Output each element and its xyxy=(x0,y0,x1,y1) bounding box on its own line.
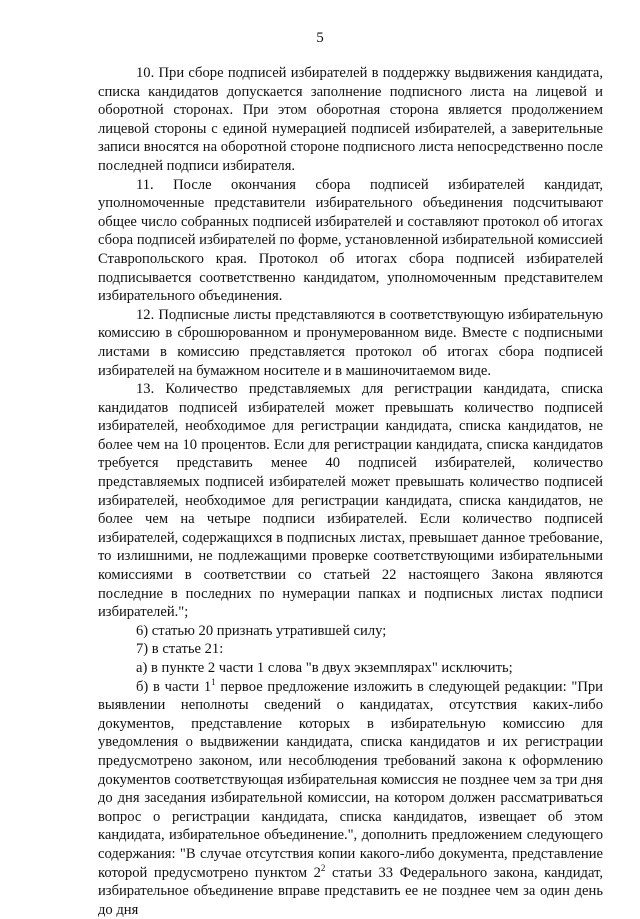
amendment-b xyxy=(98,678,603,919)
superscript-1: 1 xyxy=(211,676,216,687)
amendment-b-text-2: первое предложение изложить в следующей редакции: "При выявлении неполноты сведений о кандидатах, отсутствия каких-либо документов, представление которых в избирательную комиссию для уведомления о выдвижении кандидата, списка кандидатов и их регистрации предусмотрено законом, или несоблюдения требований закона к оформлению документов соответствующая избирательная комиссия не позднее чем за три дня до дня заседания избирательной комиссии, на котором должен рассматриваться вопрос о регистрации кандидата, списка кандидатов, извещает об этом кандидата, избирательное объединение.", дополнить предложением следующего содержания: "В случае отсутствия копии какого-либо документа, представление которой предусмотрено пунктом 2 xyxy=(98,678,603,881)
amendment-b-text-1: б) в части 1 xyxy=(136,678,212,695)
paragraph-item-11: 11. После окончания сбора подписей избирателей кандидат, уполномоченные представители избирательного объединения подсчитывают общее число собранных подписей избирателей и составляют протокол об итогах сбора подписей избирателей по форме, установленной избирательной комиссией Ставропольского края. Протокол об итогах сбора подписей избирателей подписывается соответственно кандидатом, уполномоченным представителем избирательного объединения. xyxy=(98,176,603,305)
paragraph-item-12: 12. Подписные листы представляются в соответствующую избирательную комиссию в сброшюрованном и пронумерованном виде. Вместе с подписными листами в комиссию представляется протокол об итогах сбора подписей избирателей на бумажном носителе и в машиночитаемом виде. xyxy=(98,306,603,379)
amendment-b-text-3: статьи 33 Федерального закона, кандидат, избирательное объединение вправе представить ее не позднее чем за один день до дня xyxy=(98,864,603,918)
page-number: 5 xyxy=(316,30,324,46)
superscript-2: 2 xyxy=(320,862,326,873)
document-body xyxy=(98,64,603,919)
amendment-article-21: 7) в статье 21: xyxy=(136,641,224,658)
paragraph-item-10: 10. При сборе подписей избирателей в поддержку выдвижения кандидата, списка кандидатов допускается заполнение подписного листа на лицевой и оборотной сторонах. При этом оборотная сторона является продолжением лицевой стороны с единой нумерацией подписей избирателей, а заверительные записи вносятся на оборотной стороне подписного листа непосредственно после последней подписи избирателя. xyxy=(98,65,603,174)
paragraph-item-13: 13. Количество представляемых для регистрации кандидата, списка кандидатов подписей избирателей может превышать количество подписей избирателей, необходимое для регистрации кандидата, списка кандидатов, не более чем на 10 процентов. Если для регистрации кандидата, списка кандидатов требуется представить менее 40 подписей избирателей, количество представляемых подписей избирателей может превышать количество подписей избирателей, необходимое для регистрации кандидата, списка кандидатов, не более чем на четыре подписи избирателей. Если количество подписей избирателей, содержащихся в подписных листах, превышает данное требование, то излишними, не подлежащими проверке соответствующими избирательными комиссиями в соответствии со статьей 22 настоящего Закона являются последние в последних по нумерации папках и подписных листах подписи избирателей."; xyxy=(98,381,603,621)
amendment-article-20: 6) статью 20 признать утратившей силу; xyxy=(136,622,387,639)
amendment-a: а) в пункте 2 части 1 слова "в двух экземплярах" исключить; xyxy=(136,660,513,676)
